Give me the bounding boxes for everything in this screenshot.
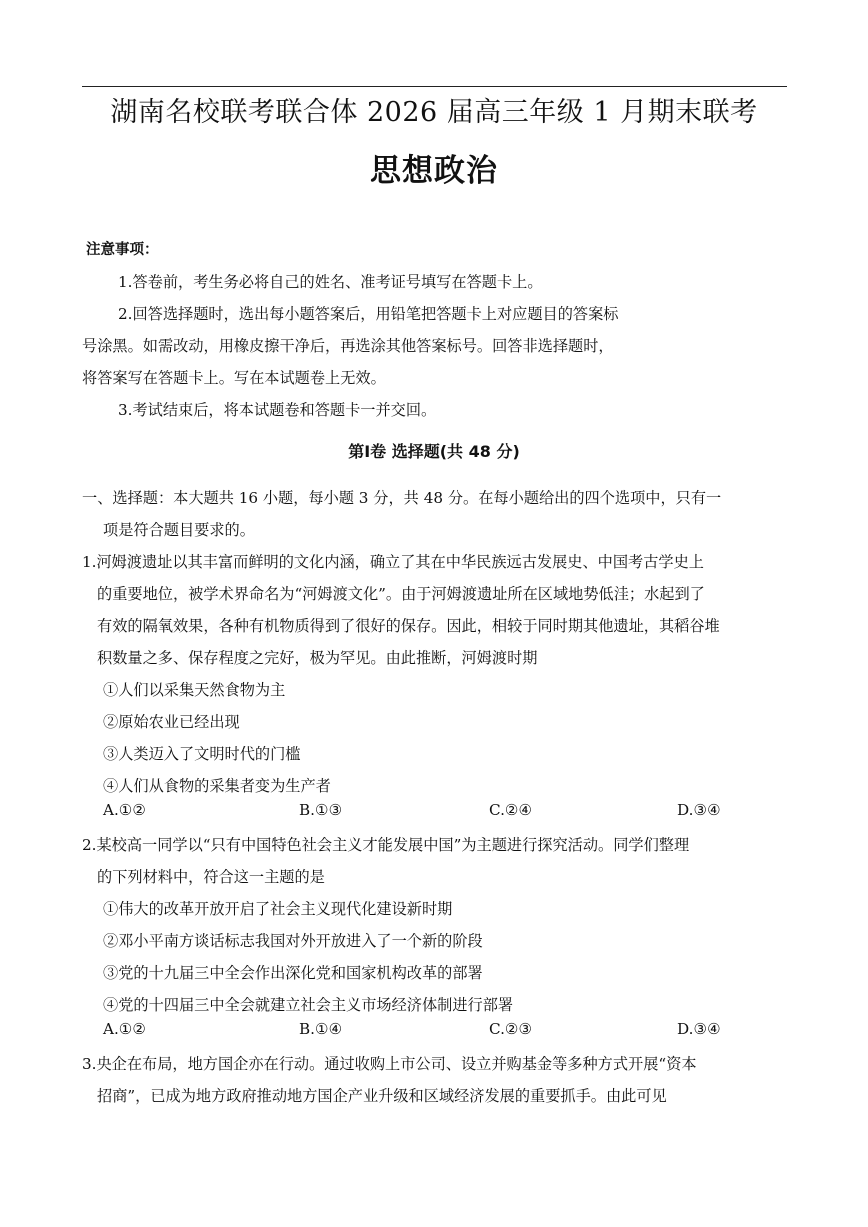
question-2-options bbox=[103, 1018, 793, 1040]
option-d[interactable]: D.③④ bbox=[677, 1020, 721, 1038]
notice-line: 将答案写在答题卡上。写在本试题卷上无效。 bbox=[82, 369, 386, 387]
notice-line: 3.考试结束后，将本试题卷和答题卡一并交回。 bbox=[118, 401, 437, 419]
question-1-stem: 有效的隔氧效果，各种有机物质得到了很好的保存。因此，相较于同时期其他遗址，其稻谷堆 bbox=[97, 617, 720, 635]
question-1-options bbox=[103, 799, 793, 821]
question-1-statement: ③人类迈入了文明时代的门槛 bbox=[103, 745, 301, 763]
option-b[interactable]: B.①④ bbox=[299, 1020, 343, 1038]
notice-line: 1.答卷前，考生务必将自己的姓名、准考证号填写在答题卡上。 bbox=[118, 273, 543, 291]
question-2-statement: ①伟大的改革开放开启了社会主义现代化建设新时期 bbox=[103, 900, 453, 918]
option-c[interactable]: C.②④ bbox=[489, 801, 533, 819]
question-2-statement: ②邓小平南方谈话标志我国对外开放进入了一个新的阶段 bbox=[103, 932, 483, 950]
section-instruction: 一、选择题：本大题共 16 小题，每小题 3 分，共 48 分。在每小题给出的四个选项中，只有一 bbox=[82, 489, 722, 507]
notice-line: 2.回答选择题时，选出每小题答案后，用铅笔把答题卡上对应题目的答案标 bbox=[118, 305, 619, 323]
question-1-stem: 1.河姆渡遗址以其丰富而鲜明的文化内涵，确立了其在中华民族远古发展史、中国考古学史上 bbox=[82, 553, 704, 571]
question-1-stem: 积数量之多、保存程度之完好，极为罕见。由此推断，河姆渡时期 bbox=[97, 649, 538, 667]
option-d[interactable]: D.③④ bbox=[677, 801, 721, 819]
notice-heading: 注意事项： bbox=[86, 242, 159, 258]
question-1-statement: ④人们从食物的采集者变为生产者 bbox=[103, 777, 331, 795]
question-1-statement: ②原始农业已经出现 bbox=[103, 713, 240, 731]
header-rule bbox=[82, 86, 787, 87]
section-title: 第Ⅰ卷 选择题(共 48 分) bbox=[348, 442, 520, 461]
subject-title: 思想政治 bbox=[370, 153, 498, 189]
option-a[interactable]: A.①② bbox=[103, 1020, 147, 1038]
question-2-statement: ④党的十四届三中全会就建立社会主义市场经济体制进行部署 bbox=[103, 996, 514, 1014]
question-1-statement: ①人们以采集天然食物为主 bbox=[103, 681, 286, 699]
notice-line: 号涂黑。如需改动，用橡皮擦干净后，再选涂其他答案标号。回答非选择题时， bbox=[82, 337, 614, 355]
question-3-stem: 3.央企在布局，地方国企亦在行动。通过收购上市公司、设立并购基金等多种方式开展“资本 bbox=[82, 1055, 697, 1073]
question-2-statement: ③党的十九届三中全会作出深化党和国家机构改革的部署 bbox=[103, 964, 483, 982]
option-c[interactable]: C.②③ bbox=[489, 1020, 533, 1038]
question-2-stem: 的下列材料中，符合这一主题的是 bbox=[97, 868, 325, 886]
exam-title: 湖南名校联考联合体 2026 届高三年级 1 月期末联考 bbox=[110, 97, 758, 128]
section-instruction: 项是符合题目要求的。 bbox=[103, 521, 255, 539]
question-1-stem: 的重要地位，被学术界命名为“河姆渡文化”。由于河姆渡遗址所在区域地势低洼；水起到了 bbox=[97, 585, 705, 603]
option-b[interactable]: B.①③ bbox=[299, 801, 343, 819]
question-2-stem: 2.某校高一同学以“只有中国特色社会主义才能发展中国”为主题进行探究活动。同学们整理 bbox=[82, 836, 690, 854]
option-a[interactable]: A.①② bbox=[103, 801, 147, 819]
question-3-stem: 招商”，已成为地方政府推动地方国企产业升级和区域经济发展的重要抓手。由此可见 bbox=[97, 1087, 667, 1105]
